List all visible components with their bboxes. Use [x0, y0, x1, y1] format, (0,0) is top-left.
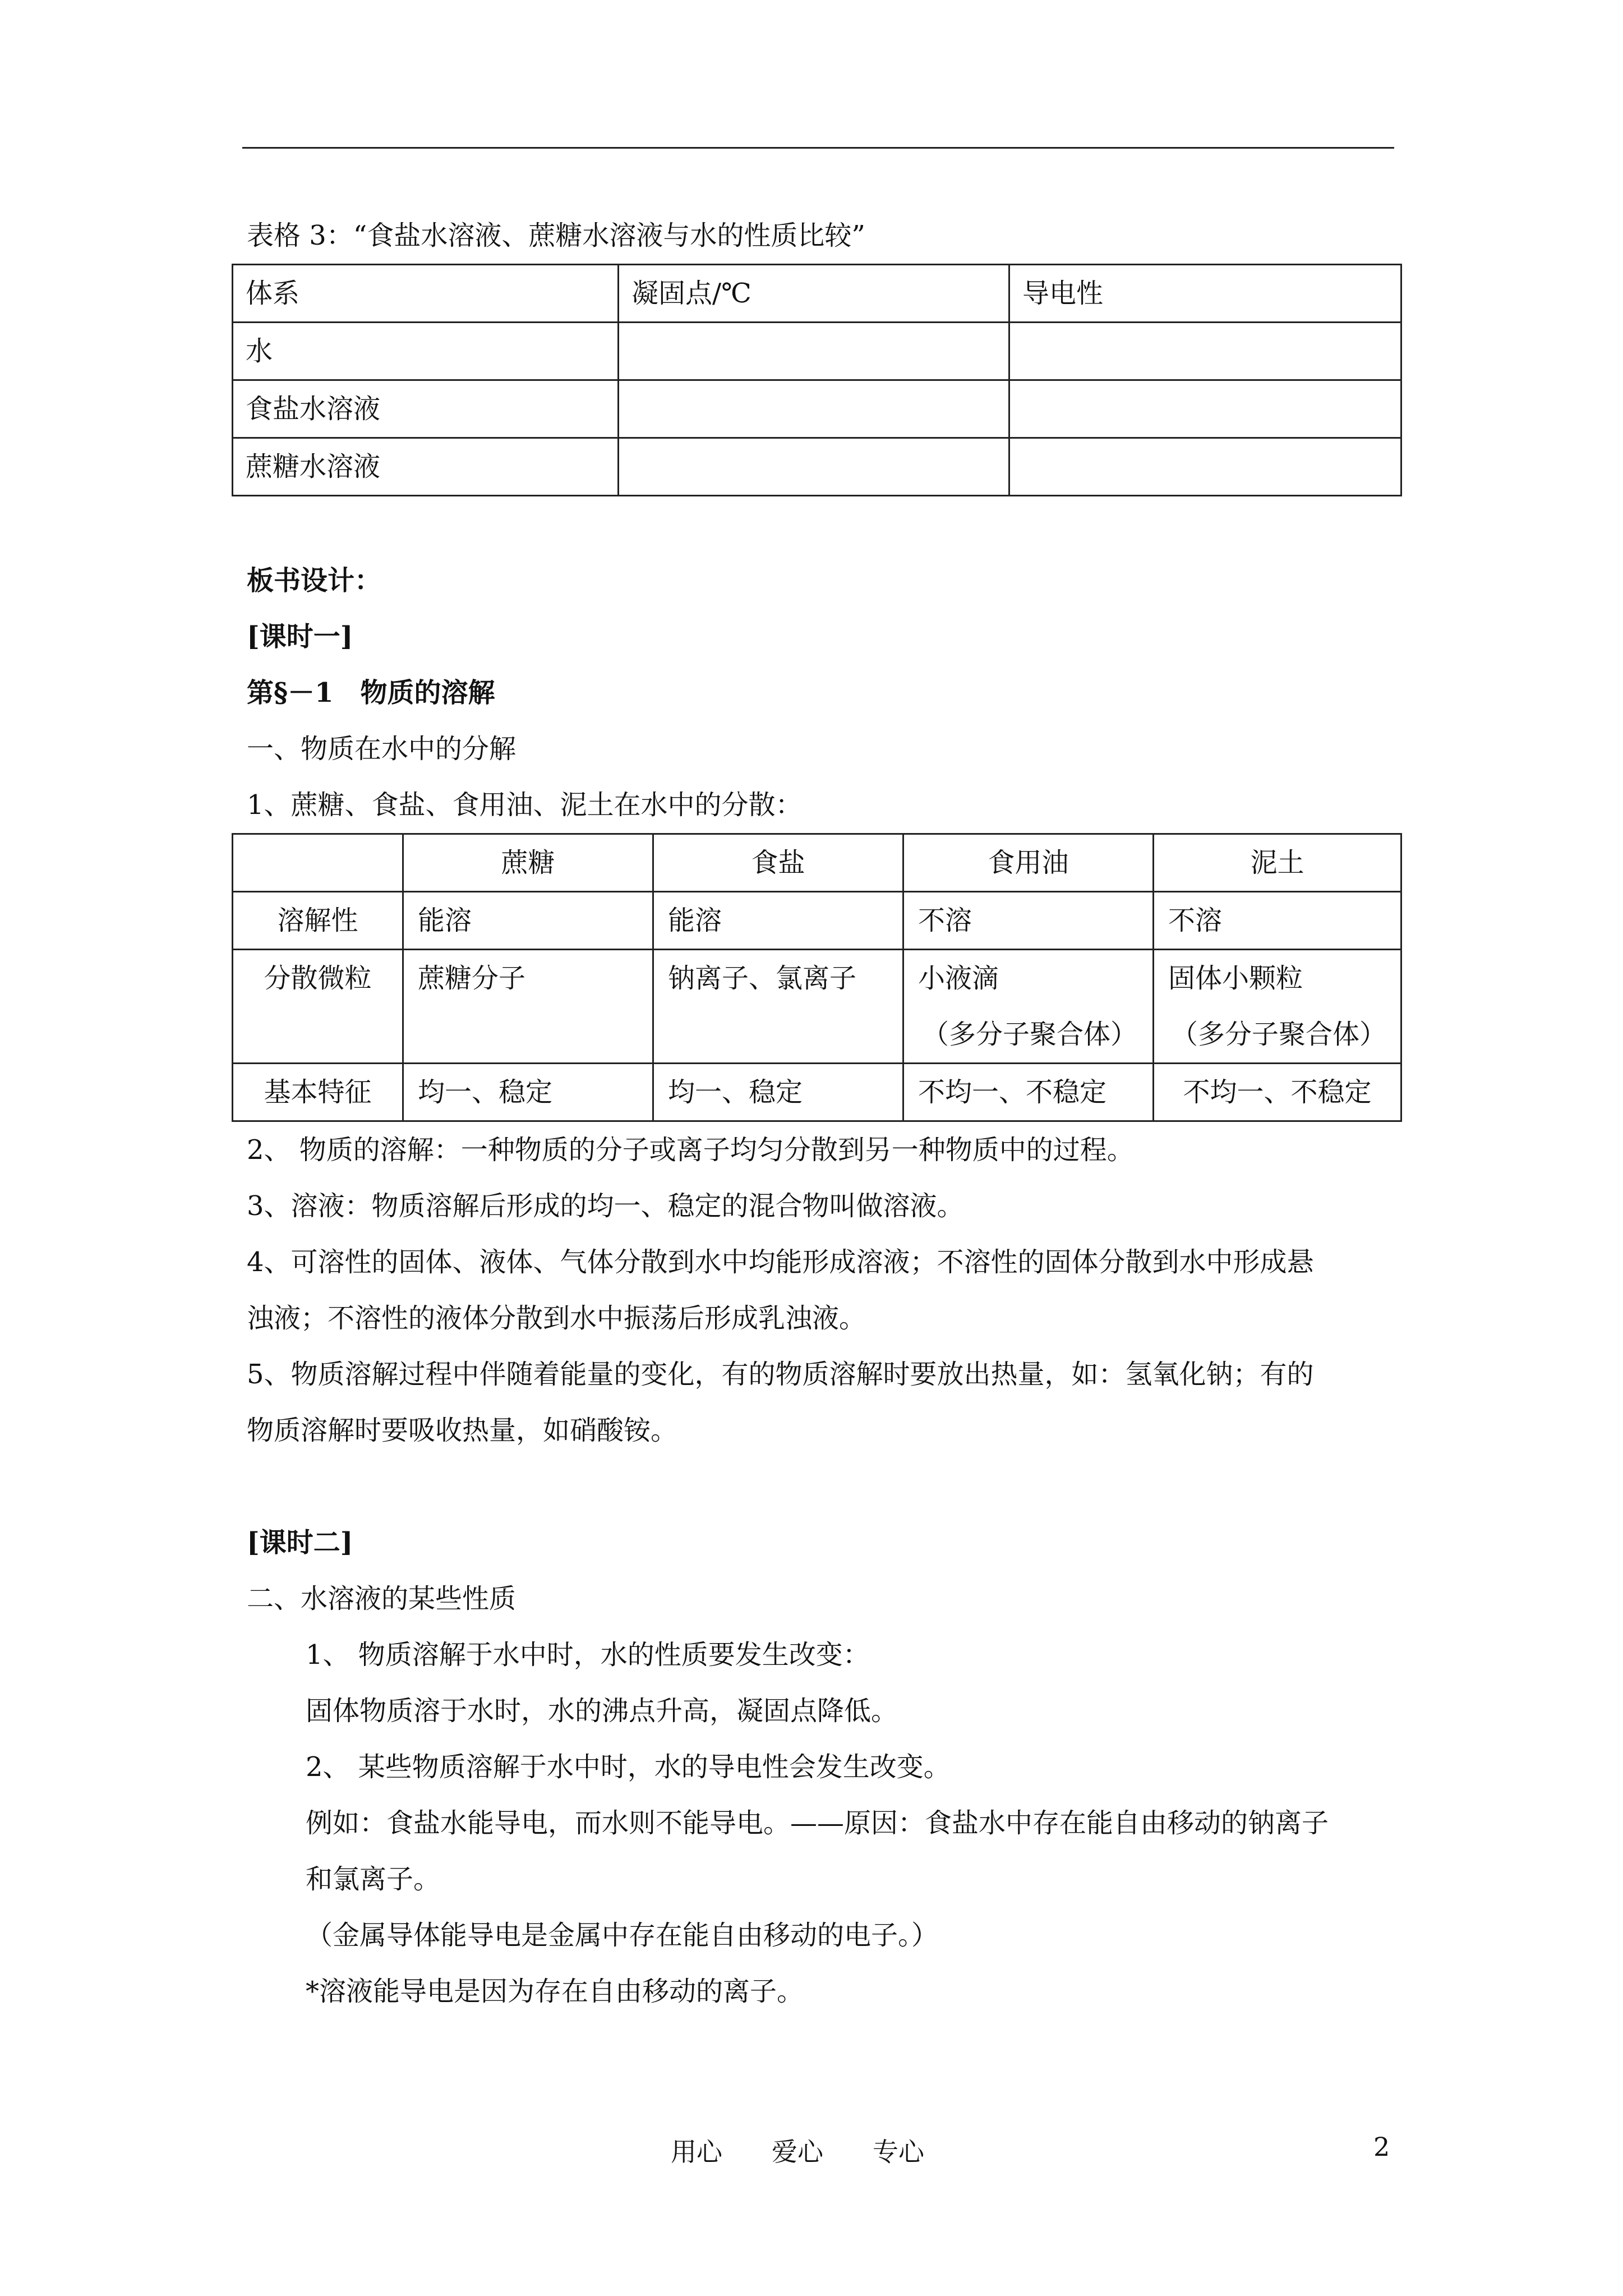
footer-motto-word: 用心: [671, 2137, 722, 2167]
properties-comparison-table: [232, 264, 1402, 496]
page-content: [247, 208, 1408, 2019]
table-header-cell: 导电性: [1009, 265, 1401, 323]
table-cell: 食盐水溶液: [233, 380, 619, 438]
table-cell: [619, 323, 1009, 380]
table-header-cell: 蔗糖: [403, 834, 653, 892]
page-number: 2: [1373, 2132, 1390, 2162]
table-cell: [653, 950, 903, 1064]
table-cell: 不均一、不稳定: [1154, 1064, 1401, 1121]
cell-text: 蔗糖分子: [418, 963, 526, 994]
table-row: [233, 438, 1401, 496]
table-cell: [619, 438, 1009, 496]
table-cell: [403, 950, 653, 1064]
board-design-heading: 板书设计：: [247, 565, 382, 596]
list-item: 1、 物质溶解于水中时，水的性质要发生改变：: [306, 1639, 870, 1671]
list-item-detail: 固体物质溶于水时，水的沸点升高，凝固点降低。: [306, 1695, 898, 1727]
table-cell: 均一、稳定: [653, 1064, 903, 1121]
cell-text: 钠离子、氯离子: [668, 963, 857, 994]
table-header-cell: 泥土: [1154, 834, 1401, 892]
table-cell: [619, 380, 1009, 438]
table-cell: 不溶: [1154, 892, 1401, 950]
list-item: 5、物质溶解过程中伴随着能量的变化，有的物质溶解时要放出热量，如：氢氧化钠；有的: [247, 1359, 1314, 1390]
table-row-label: [233, 950, 403, 1064]
table-cell: 能溶: [653, 892, 903, 950]
table-cell: [1009, 438, 1401, 496]
table-header-cell: 体系: [233, 265, 619, 323]
list-item: 3、溶液：物质溶解后形成的均一、稳定的混合物叫做溶液。: [247, 1190, 964, 1222]
footer-motto-word: 专心: [873, 2137, 924, 2167]
table-cell: 不均一、不稳定: [903, 1064, 1154, 1121]
table-row: [233, 950, 1401, 1064]
chapter-title: 第§－1 物质的溶解: [247, 677, 495, 708]
lesson2-heading: [课时二]: [247, 1527, 353, 1558]
list-item: 2、 物质的溶解：一种物质的分子或离子均匀分散到另一种物质中的过程。: [247, 1134, 1134, 1166]
list-item: 4、可溶性的固体、液体、气体分散到水中均能形成溶液；不溶性的固体分散到水中形成悬: [247, 1246, 1314, 1278]
cell-text: 固体小颗粒: [1168, 963, 1303, 994]
page-footer: [0, 2132, 1623, 2171]
table-header-cell: 凝固点/℃: [619, 265, 1009, 323]
list-item: 2、 某些物质溶解于水中时，水的导电性会发生改变。: [306, 1751, 951, 1783]
note-text: （金属导体能导电是金属中存在能自由移动的电子。）: [306, 1920, 939, 1951]
header-rule: [242, 147, 1394, 149]
cell-text-line2: （多分子聚合体）: [921, 1019, 1137, 1050]
table-cell: 不溶: [903, 892, 1154, 950]
footer-motto: [671, 2132, 974, 2169]
dispersion-table: [232, 833, 1402, 1122]
table-cell: [1009, 380, 1401, 438]
footer-motto-word: 爱心: [772, 2137, 823, 2167]
section-heading-1: 一、物质在水中的分解: [247, 733, 517, 765]
list-item-continuation: 浊液；不溶性的液体分散到水中振荡后形成乳浊液。: [247, 1303, 866, 1334]
star-note: *溶液能导电是因为存在自由移动的离子。: [306, 1976, 804, 2007]
table-header-cell: 食用油: [903, 834, 1154, 892]
table-cell: 水: [233, 323, 619, 380]
table-row: [233, 323, 1401, 380]
example-text-continuation: 和氯离子。: [306, 1864, 441, 1895]
list-item-continuation: 物质溶解时要吸收热量，如硝酸铵。: [247, 1415, 678, 1446]
table-cell: 蔗糖水溶液: [233, 438, 619, 496]
table-cell: [1154, 950, 1401, 1064]
table-cell: [1009, 323, 1401, 380]
table-row: [233, 892, 1401, 950]
lesson1-heading: [课时一]: [247, 621, 353, 652]
section-heading-2: 二、水溶液的某些性质: [247, 1583, 517, 1614]
table-cell: 能溶: [403, 892, 653, 950]
table-row-label: 基本特征: [233, 1064, 403, 1121]
cell-text-line2: （多分子聚合体）: [1170, 1019, 1386, 1050]
table-row-label: 溶解性: [233, 892, 403, 950]
table-header-row: [233, 834, 1401, 892]
cell-text: 分散微粒: [264, 963, 372, 994]
table-header-cell: 食盐: [653, 834, 903, 892]
table-row: [233, 1064, 1401, 1121]
table-header-cell: [233, 834, 403, 892]
table-row: [233, 380, 1401, 438]
example-text: 例如：食盐水能导电，而水则不能导电。——原因：食盐水中存在能自由移动的钠离子: [306, 1807, 1329, 1839]
list-item: 1、蔗糖、食盐、食用油、泥土在水中的分散：: [247, 789, 803, 821]
table1-caption: 表格 3：“食盐水溶液、蔗糖水溶液与水的性质比较”: [247, 220, 865, 251]
cell-text: 小液滴: [918, 963, 999, 994]
table-cell: [903, 950, 1154, 1064]
table-cell: 均一、稳定: [403, 1064, 653, 1121]
table-header-row: [233, 265, 1401, 323]
